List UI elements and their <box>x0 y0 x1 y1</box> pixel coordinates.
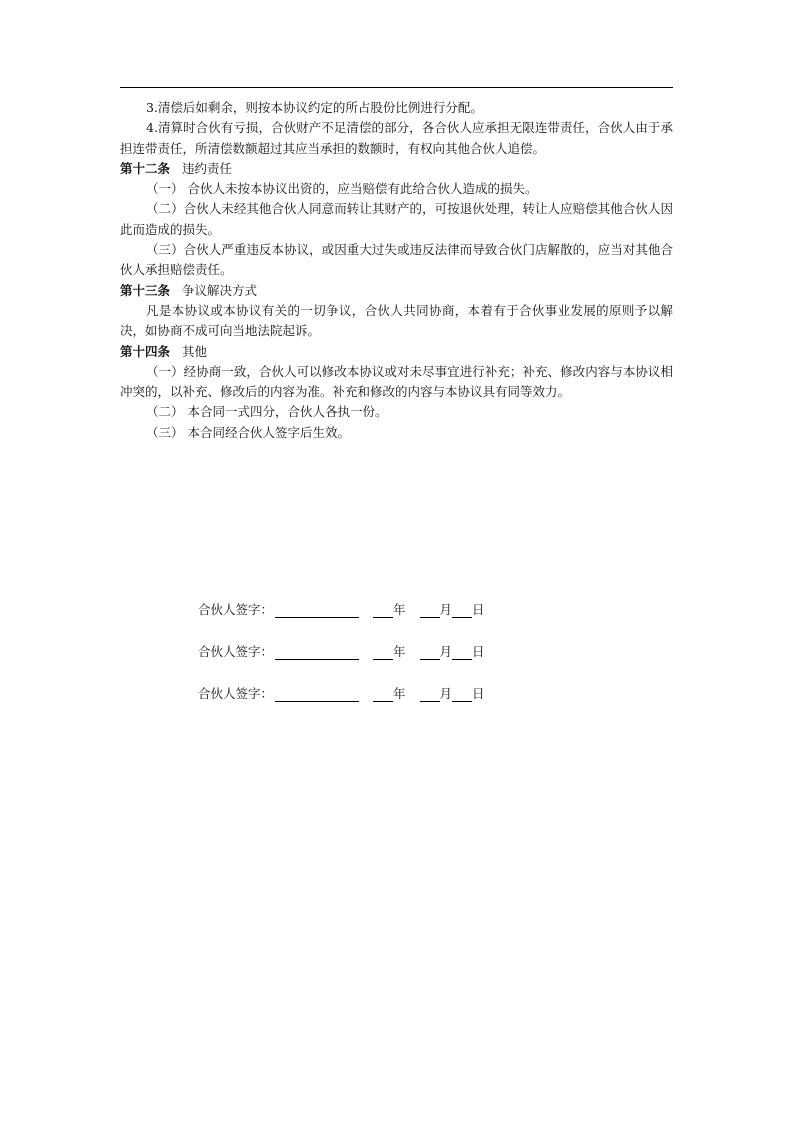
signature-name-blank[interactable] <box>275 645 359 660</box>
paragraph-clause-4: 4.清算时合伙有亏损，合伙财产不足清偿的部分，各合伙人应承担无限连带责任，合伙人由于承担连带责任，所清偿数额超过其应当承担的数额时，有权向其他合伙人追偿。 <box>120 120 673 156</box>
article-12-title: 违约责任 <box>182 160 233 176</box>
article-14-title: 其他 <box>182 343 208 359</box>
article-14-heading <box>120 342 673 362</box>
article-13-number: 第十三条 <box>120 282 171 298</box>
header-rule <box>120 87 673 88</box>
article-13-title: 争议解决方式 <box>182 282 258 298</box>
document-body <box>120 98 673 443</box>
signature-name-blank[interactable] <box>275 687 359 702</box>
signature-month-blank[interactable] <box>420 603 440 618</box>
signature-line <box>198 639 485 660</box>
article-14-item-2: （二） 本合同一式四分，合伙人各执一份。 <box>146 404 388 420</box>
signature-day-blank[interactable] <box>452 645 472 660</box>
article-13-text: 凡是本协议或本协议有关的一切争议，合伙人共同协商，本着有于合伙事业发展的原则予以解决，如协商不成可向当地法院起诉。 <box>120 302 673 339</box>
article-14-number: 第十四条 <box>120 343 171 359</box>
signature-line <box>198 681 485 702</box>
signature-month-label: 月 <box>439 602 453 617</box>
signature-line <box>198 597 485 618</box>
signature-day-label: 日 <box>472 602 485 617</box>
signature-year-label: 年 <box>393 602 406 617</box>
article-12-item-3: （三）合伙人严重违反本协议，或因重大过失或违反法律而导致合伙门店解散的，应当对其他合伙人承担赔偿责任。 <box>120 242 673 278</box>
signature-year-blank[interactable] <box>373 645 393 660</box>
signature-year-blank[interactable] <box>373 687 393 702</box>
signature-month-blank[interactable] <box>420 645 440 660</box>
signature-block <box>198 597 485 723</box>
signature-day-blank[interactable] <box>452 687 472 702</box>
signature-year-label: 年 <box>393 686 406 701</box>
signature-day-blank[interactable] <box>452 603 472 618</box>
article-12-item-1: （一） 合伙人未按本协议出资的，应当赔偿有此给合伙人造成的损失。 <box>146 181 538 197</box>
signature-label: 合伙人签字： <box>198 686 274 701</box>
article-12-number: 第十二条 <box>120 160 171 176</box>
article-13-heading <box>120 281 673 301</box>
signature-year-label: 年 <box>393 644 406 659</box>
signature-month-blank[interactable] <box>420 687 440 702</box>
signature-month-label: 月 <box>439 686 453 701</box>
signature-month-label: 月 <box>439 644 453 659</box>
signature-label: 合伙人签字： <box>198 602 274 617</box>
signature-day-label: 日 <box>472 686 485 701</box>
signature-day-label: 日 <box>472 644 485 659</box>
article-14-item-1: （一）经协商一致，合伙人可以修改本协议或对未尽事宜进行补充；补充、修改内容与本协议相冲突的，以补充、修改后的内容为准。补充和修改的内容与本协议具有同等效力。 <box>120 363 673 400</box>
signature-year-blank[interactable] <box>373 603 393 618</box>
article-12-item-2: （二）合伙人未经其他合伙人同意而转让其财产的，可按退伙处理，转让人应赔偿其他合伙人因此而造成的损失。 <box>120 201 673 237</box>
signature-label: 合伙人签字： <box>198 644 274 659</box>
article-12-heading <box>120 159 673 179</box>
article-14-item-3: （三） 本合同经合伙人签字后生效。 <box>146 424 350 440</box>
signature-name-blank[interactable] <box>275 603 359 618</box>
paragraph-clause-3: 3.清偿后如剩余，则按本协议约定的所占股份比例进行分配。 <box>146 100 483 115</box>
